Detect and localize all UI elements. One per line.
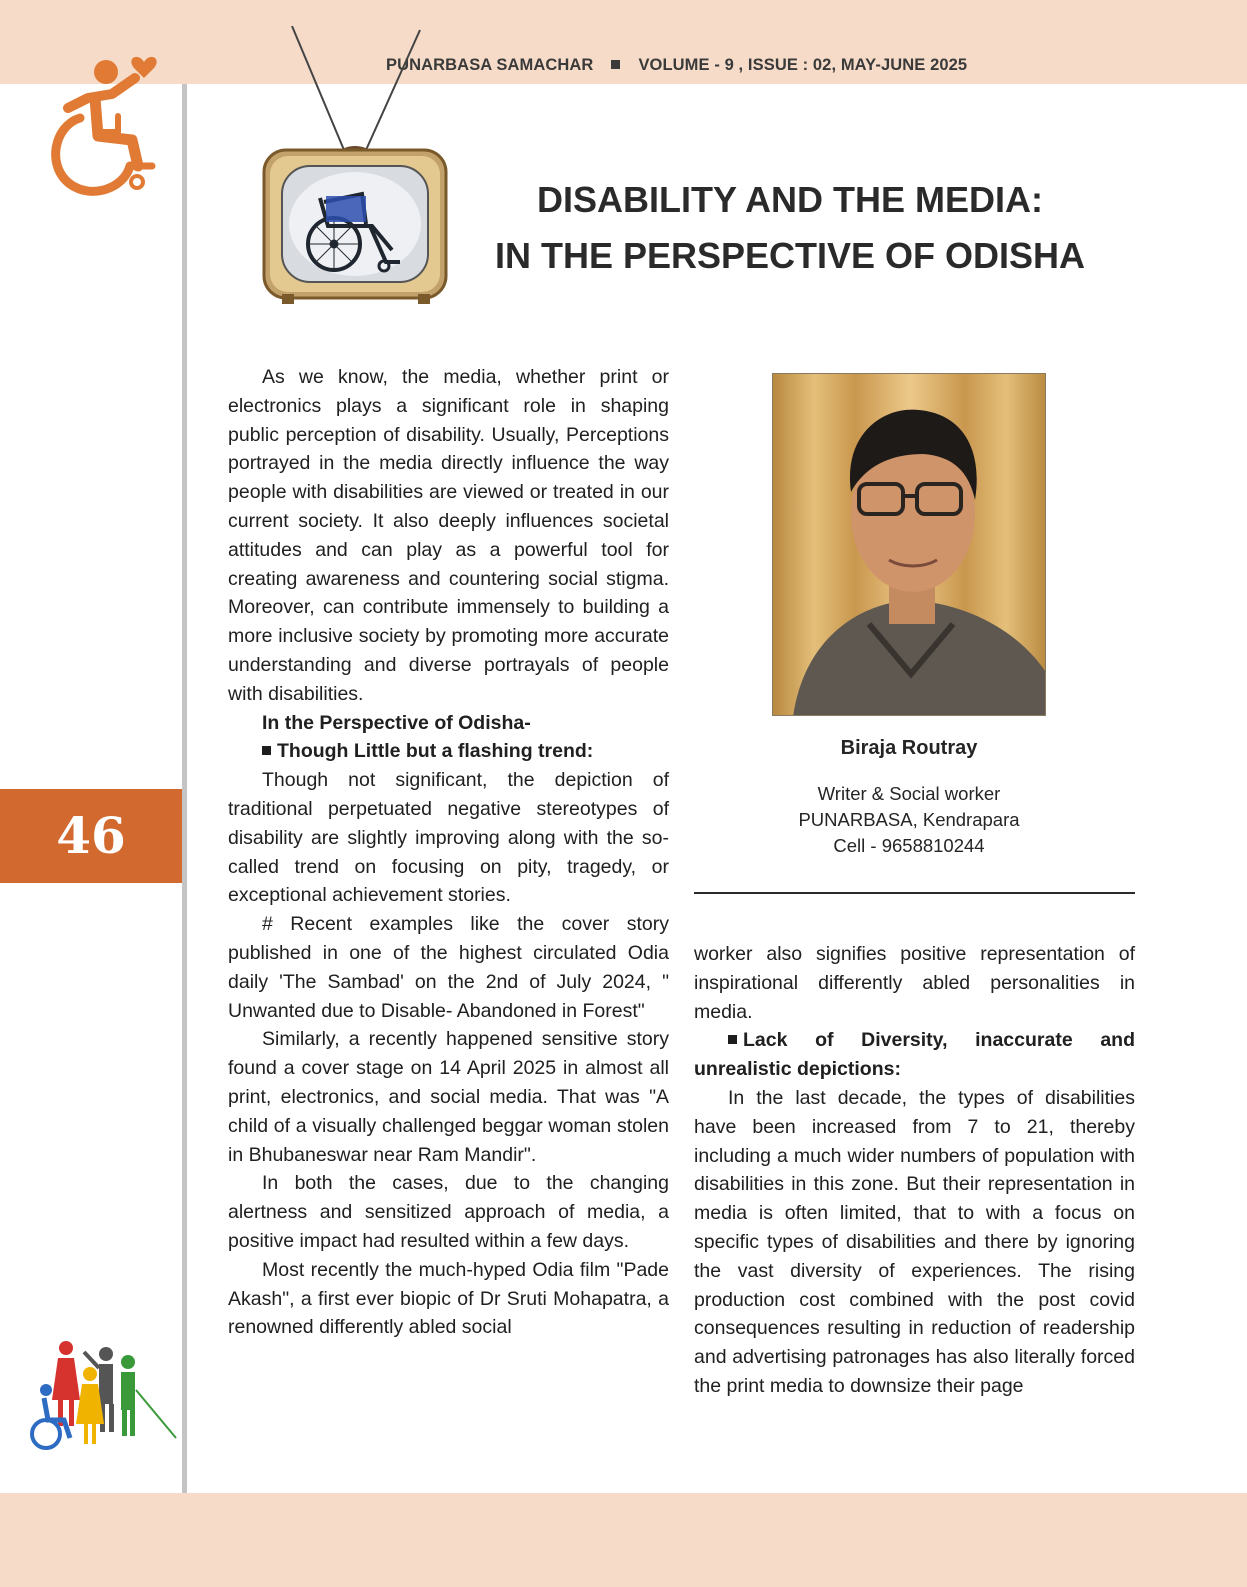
author-organization: PUNARBASA, Kendrapara — [798, 809, 1020, 830]
bullet-square-icon — [262, 746, 271, 755]
running-header — [386, 56, 967, 75]
paragraph-5: Most recently the much-hyped Odia film "Pade Akash", a first ever biopic of Dr Sruti Mohapatra, a renowned differently abled social — [228, 1258, 669, 1339]
intro-paragraph: As we know, the media, whether print or electronics plays a significant role in shaping public perception of disability. Usually, Perceptions portrayed in the media directly influence the way people with disabilities are viewed or treated in our current society. It also deeply influences societal attitudes and can play as a powerful tool for creating awareness and countering social stigma. Moreover, can contribute immensely to building a more inclusive society by promoting more accurate understanding and diverse portrayals of people with disabilities. — [228, 366, 669, 705]
paragraph-5-continued: worker also signifies positive representation of inspirational differently abled personalities in media. — [694, 943, 1135, 1023]
bullet-heading-1 — [228, 737, 669, 766]
author-role: Writer & Social worker — [817, 783, 1001, 804]
author-info — [772, 733, 1046, 859]
page-number: 46 — [0, 789, 182, 883]
title-line-1: DISABILITY AND THE MEDIA: — [536, 179, 1043, 220]
title-line-2: IN THE PERSPECTIVE OF ODISHA — [494, 235, 1086, 276]
section-heading: In the Perspective of Odisha- — [262, 711, 531, 734]
paragraph-1: Though not significant, the depiction of traditional perpetuated negative stereotypes of disability are slightly improving along with the so-called trend on focusing on pity, tragedy, or exceptional achievement stories. — [228, 769, 669, 907]
paragraph-2: # Recent examples like the cover story published in one of the highest circulated Odia daily 'The Sambad' on the 2nd of July 2024, " Unwanted due to Disable- Abandoned in Forest" — [228, 913, 669, 1022]
right-column — [694, 940, 1135, 1401]
television-wheelchair-icon — [262, 26, 452, 310]
left-column — [228, 363, 669, 1342]
article-title — [470, 172, 1110, 284]
paragraph-4: In both the cases, due to the changing alertness and sensitized approach of media, a positive impact had resulted within a few days. — [228, 1172, 669, 1252]
bullet-heading-2-text: Lack of Diversity, inaccurate and unrealistic depictions: — [694, 1029, 1135, 1081]
separator-square-icon — [611, 60, 620, 69]
author-phone: Cell - 9658810244 — [833, 835, 985, 856]
paragraph-6: In the last decade, the types of disabilities have been increased from 7 to 21, thereby including a much wider numbers of population with disabilities in this zone. But their representation in media is often limited, that to with a focus on specific types of disabilities and there by ignoring the vast diversity of experiences. The rising production cost combined with the post covid consequences resulting in reduction of readership and advertising patronages has also literally forced the print media to downsize their page — [694, 1086, 1135, 1397]
disability-group-icon — [26, 1340, 186, 1452]
issue-info: VOLUME - 9 , ISSUE : 02, MAY-JUNE 2025 — [638, 56, 968, 74]
publication-name: PUNARBASA SAMACHAR — [386, 56, 594, 74]
author-photo — [772, 373, 1046, 716]
bottom-band — [0, 1493, 1247, 1587]
author-divider — [694, 892, 1135, 894]
paragraph-3: Similarly, a recently happened sensitive story found a cover stage on 14 April 2025 in almost all print, electronics, and social media. That was "A child of a visually challenged beggar woman stolen in Bhubaneswar near Ram Mandir". — [228, 1028, 669, 1166]
author-name: Biraja Routray — [840, 737, 978, 759]
margin-rule — [182, 84, 187, 1493]
bullet-heading-1-text: Though Little but a flashing trend: — [277, 740, 594, 763]
bullet-square-icon — [728, 1035, 737, 1044]
bullet-heading-2 — [694, 1026, 1135, 1084]
wheelchair-logo-icon — [40, 48, 170, 198]
